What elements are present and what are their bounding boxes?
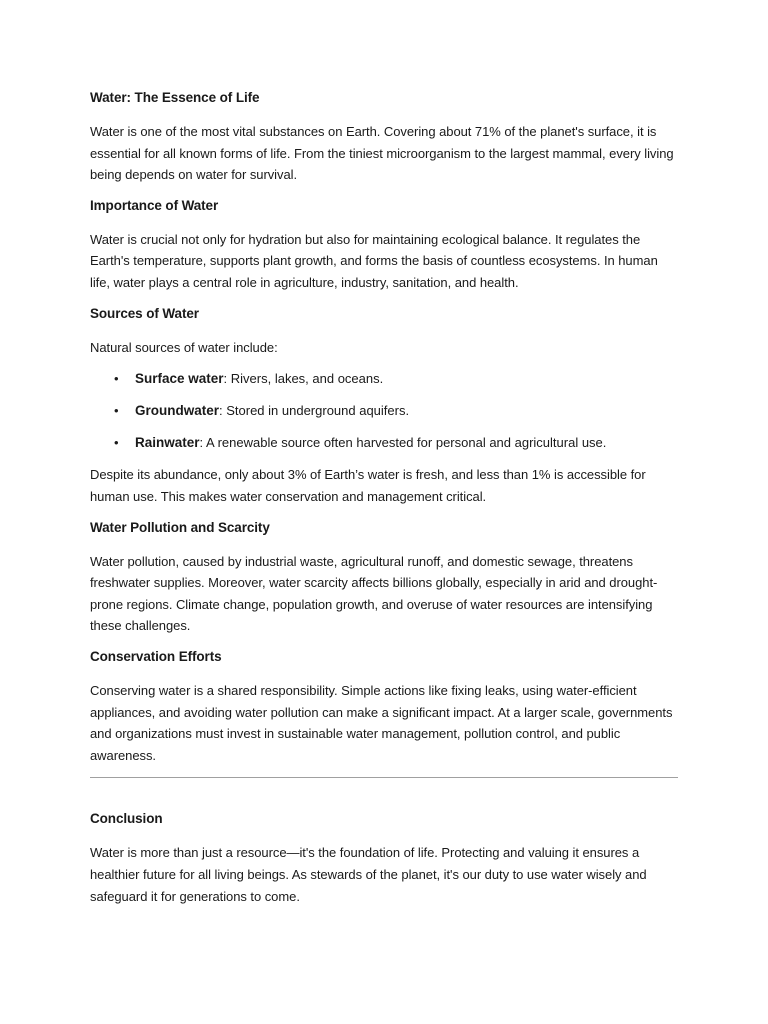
- list-item: [135, 432, 680, 454]
- list-item-term: Groundwater: [135, 403, 220, 419]
- intro-paragraph: Water is one of the most vital substances on Earth. Covering about 71% of the planet's surface, it is essential for all known forms of life. From the tiniest microorganism to the largest mammal, every living being depends on water for survival.: [90, 124, 674, 183]
- document-title: Water: The Essence of Life: [90, 90, 260, 105]
- pollution-heading: Water Pollution and Scarcity: [90, 519, 270, 535]
- document-page: [90, 88, 680, 917]
- sources-after-paragraph: Despite its abundance, only about 3% of Earth’s water is fresh, and less than 1% is accessible for human use. This makes water conservation and management critical.: [90, 467, 646, 505]
- pollution-paragraph: Water pollution, caused by industrial waste, agricultural runoff, and domestic sewage, threatens freshwater supplies. Moreover, water scarcity affects billions globally, especially in arid and drought-prone regions. Climate change, population growth, and overuse of water resources are intensifying these challenges.: [90, 553, 658, 634]
- list-item-desc: : A renewable source often harvested for personal and agricultural use.: [199, 435, 607, 451]
- horizontal-divider: [90, 777, 678, 778]
- importance-paragraph: Water is crucial not only for hydration but also for maintaining ecological balance. It regulates the Earth's temperature, supports plant growth, and forms the basis of countless ecosystems. In human life, water plays a central role in agriculture, industry, sanitation, and health.: [90, 231, 658, 290]
- conservation-paragraph: Conserving water is a shared responsibility. Simple actions like fixing leaks, using water-efficient appliances, and avoiding water pollution can make a significant impact. At a larger scale, governments and organizations must invest in sustainable water management, pollution control, and public awareness.: [90, 683, 673, 763]
- conclusion-heading: Conclusion: [90, 811, 163, 827]
- list-item-desc: : Rivers, lakes, and oceans.: [223, 371, 384, 387]
- sources-lead: Natural sources of water include:: [90, 339, 278, 355]
- list-item: [135, 368, 680, 390]
- conclusion-paragraph: Water is more than just a resource—it's the foundation of life. Protecting and valuing it ensures a healthier future for all living beings. As stewards of the planet, it's our duty to use water wisely and safeguard it for generations to come.: [90, 845, 647, 904]
- sources-heading: Sources of Water: [90, 305, 199, 321]
- list-item-term: Surface water: [135, 371, 224, 387]
- list-item-term: Rainwater: [135, 435, 200, 451]
- list-item-desc: : Stored in underground aquifers.: [219, 403, 410, 419]
- list-item: [135, 400, 680, 422]
- importance-heading: Importance of Water: [90, 197, 219, 213]
- sources-list: [90, 368, 680, 454]
- conservation-heading: Conservation Efforts: [90, 649, 222, 664]
